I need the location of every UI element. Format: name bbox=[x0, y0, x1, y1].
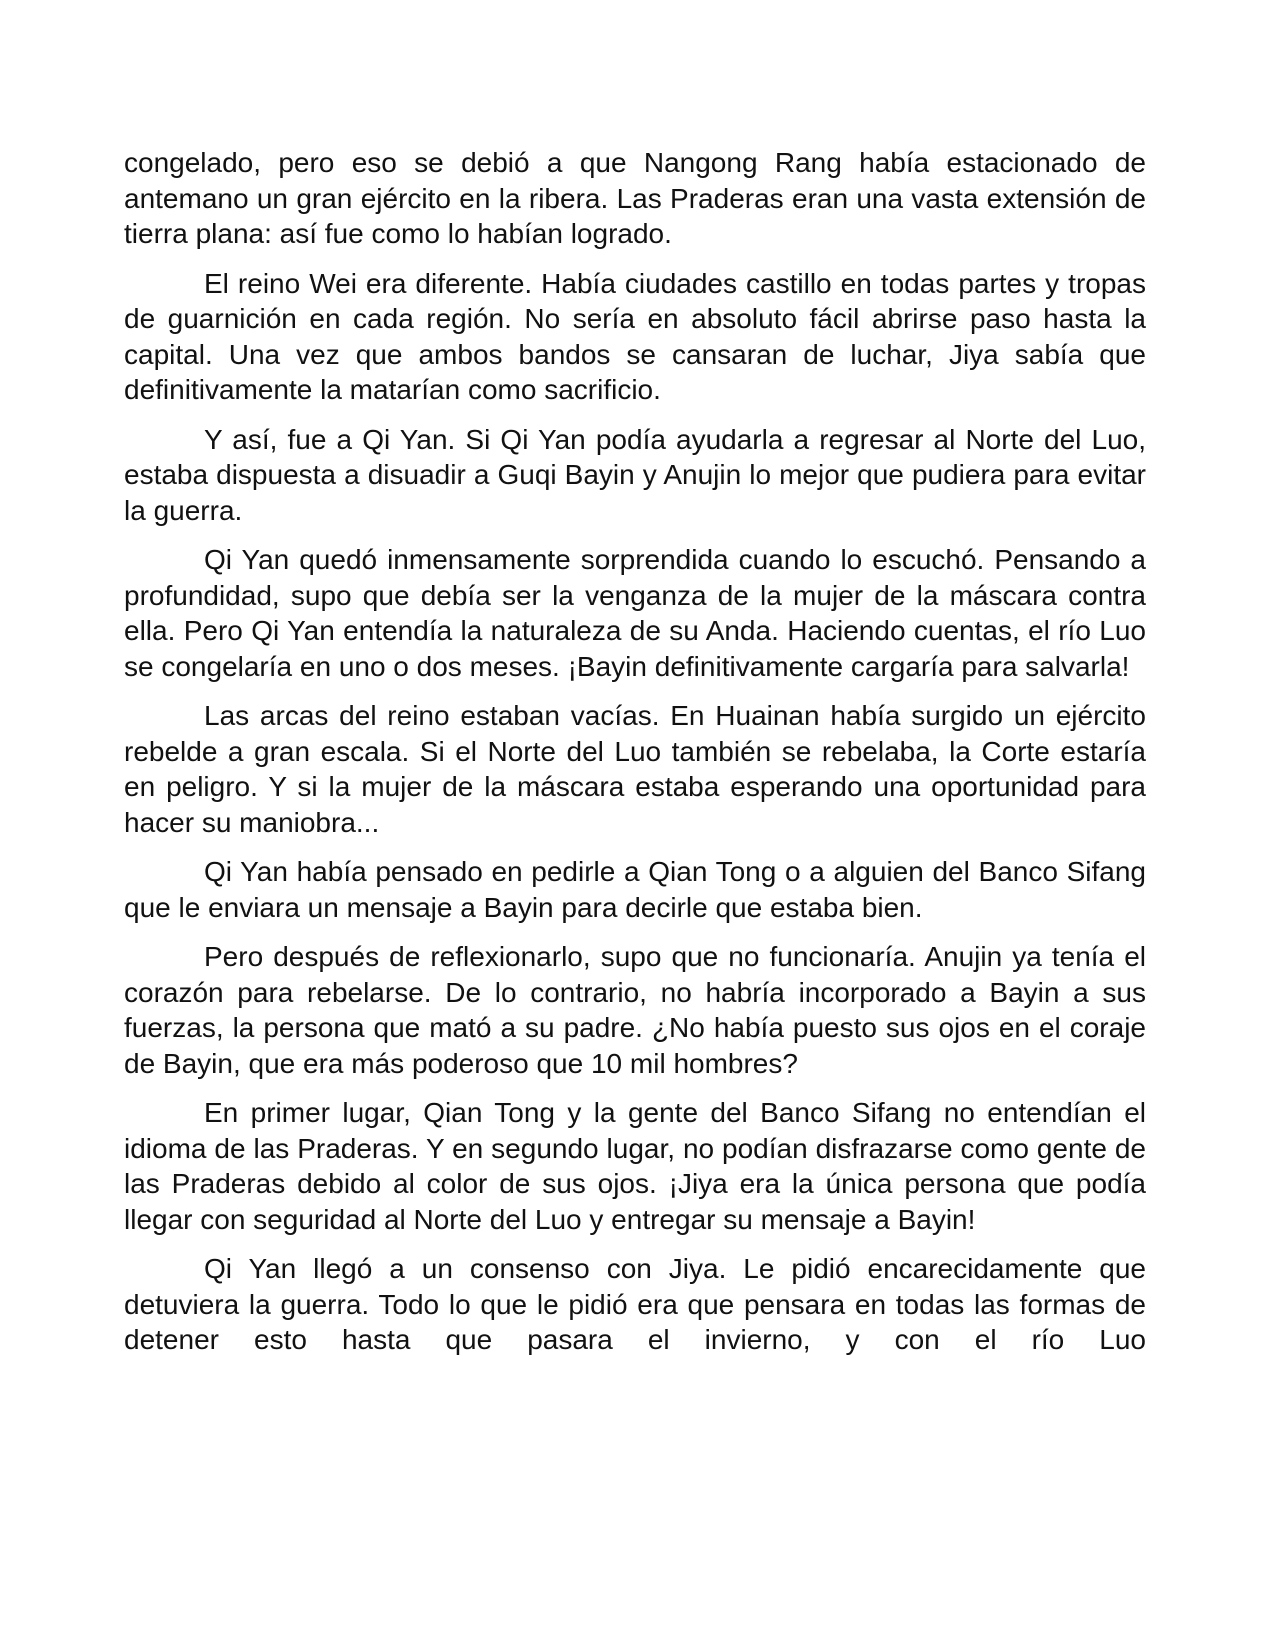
paragraph-6: Qi Yan había pensado en pedirle a Qian Tong o a alguien del Banco Sifang que le enviara un mensaje a Bayin para decirle que estaba bien. bbox=[124, 856, 1146, 923]
paragraph-3: Y así, fue a Qi Yan. Si Qi Yan podía ayudarla a regresar al Norte del Luo, estaba dispuesta a disuadir a Guqi Bayin y Anujin lo mejor que pudiera para evitar la guerra. bbox=[124, 423, 1146, 526]
paragraph-1: congelado, pero eso se debió a que Nangong Rang había estacionado de antemano un gran ejército en la ribera. Las Praderas eran una vasta extensión de tierra plana: así fue como lo habían logrado. bbox=[124, 147, 1146, 249]
body-text bbox=[124, 145, 1146, 1372]
paragraph-2: El reino Wei era diferente. Había ciudades castillo en todas partes y tropas de guarnición en cada región. No sería en absoluto fácil abrirse paso hasta la capital. Una vez que ambos bandos se cansaran de luchar, Jiya sabía que definitivamente la matarían como sacrificio. bbox=[124, 267, 1146, 405]
paragraph-5: Las arcas del reino estaban vacías. En Huainan había surgido un ejército rebelde a gran escala. Si el Norte del Luo también se rebelaba, la Corte estaría en peligro. Y si la mujer de la máscara estaba esperando una oportunidad para hacer su maniobra... bbox=[124, 700, 1146, 838]
paragraph-7: Pero después de reflexionarlo, supo que no funcionaría. Anujin ya tenía el corazón para rebelarse. De lo contrario, no habría incorporado a Bayin a sus fuerzas, la persona que mató a su padre. ¿No había puesto sus ojos en el coraje de Bayin, que era más poderoso que 10 mil hombres? bbox=[124, 941, 1146, 1079]
paragraph-9: Qi Yan llegó a un consenso con Jiya. Le pidió encarecidamente que detuviera la guerra. Todo lo que le pidió era que pensara en todas las formas de detener esto hasta que pasara el invierno, y con el río Luo bbox=[124, 1253, 1146, 1355]
paragraph-8: En primer lugar, Qian Tong y la gente del Banco Sifang no entendían el idioma de las Praderas. Y en segundo lugar, no podían disfrazarse como gente de las Praderas debido al color de sus ojos. ¡Jiya era la única persona que podía llegar con seguridad al Norte del Luo y entregar su mensaje a Bayin! bbox=[124, 1097, 1146, 1235]
paragraph-4: Qi Yan quedó inmensamente sorprendida cuando lo escuchó. Pensando a profundidad, supo que debía ser la venganza de la mujer de la máscara contra ella. Pero Qi Yan entendía la naturaleza de su Anda. Haciendo cuentas, el río Luo se congelaría en uno o dos meses. ¡Bayin definitivamente cargaría para salvarla! bbox=[124, 544, 1146, 682]
